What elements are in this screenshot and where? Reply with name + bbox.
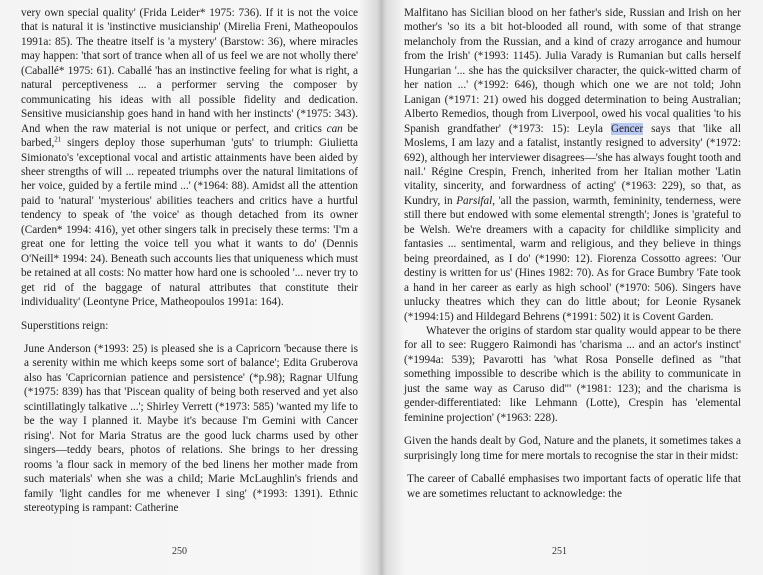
right-page-text (404, 6, 741, 501)
emphasis-can: can (326, 122, 343, 135)
emphasis-parsifal: Parsifal (456, 194, 493, 207)
footnote-marker: 21 (54, 135, 62, 144)
right-paragraph-2: Whatever the origins of stardom star quality would appear to be there for all to see: Ruggero Raimondi has 'charisma ... and an actor's instinct' (*1994a: 539); Pavarotti has 'what Rosa Ponselle defined as "that something impossible to describe which is the ability to communicate in just the same way as Caruso did"' (*1981: 123); and the charisma is gender-differentiated: like Lehmann (Lotte), Crespin has 'elemental feminine projection' (*1963: 228). (404, 324, 741, 424)
right-page (382, 0, 763, 575)
left-page-text (21, 6, 358, 515)
page-number-left: 250 (172, 546, 187, 557)
right-paragraph-3: Given the hands dealt by God, Nature and the planets, it sometimes takes a surprisingly long time for mere mortals to recognise the star in their midst: (404, 435, 741, 462)
selected-text-gencer[interactable]: Gencer (610, 122, 644, 135)
left-paragraph-1: very own special quality' (Frida Leider* 1975: 736). If it is not the voice that is natural it is 'instinctive musicianship' (Mirelia Freni, Matheopoulos 1991a: 85). The theatre itself is 'a mystery' (Barstow: 36), where miracles may happen: 'that sort of trance when all of us feel we are not wholly there' (Caballé* 1975: 61). Caballé 'has an instinctive feeling for what is right, a natural perceptiveness ... a performer serving the composer by communicating his ideas with all possible fidelity and dedication. Sensitive musicianship goes hand in hand with her instincts' (*1975: 343). And when the raw material is not unique or perfect, and critics can be barbed,$^{21}$ singers deploy those superhuman 'guts' to triumph: Giulietta Simionato's 'exceptional vocal and artistic attainments have been aided by sheer strengths of will ... repeated triumphs over the natural limitations of her voice, guided by a fertile mind ...' (*1964: 88). Amidst all the attention paid to 'natural' 'mysterious' abilities teachers and critics have a hurtful tendency to speak of 'the voice' as though detached from its owner (Carden* 1994: 416), yet other singers talk in precisely these terms: 'I'm a great one for letting the voice tell you what it wants to do' (Dennis O'Neill* 1994: 24). Beneath such accounts lies that uniqueness which must be retained at all costs: No matter how hard one is schooled '... never try to get rid of the baggage of natural attributes that constitute their individuality' (Leontyne Price, Matheopoulos 1991a: 164). (21, 7, 359, 309)
right-block-quote: The career of Caballé emphasises two important facts of operatic life that we are sometimes reluctant to acknowledge: the (407, 473, 741, 500)
left-block-quote: June Anderson (*1993: 25) is pleased she is a Capricorn 'because there is a serenity within me which keeps some sort of balance'; Edita Gruberova also has 'Capricornian patience and persistence' (*p.98); Ragnar Ulfung (*1975: 839) has that 'Piscean quality of being both reserved and yet also scintillatingly talkative ...'; Shirley Verrett (*1973: 585) 'wanted my life to be the way I planned it. Maybe it's because I'm Gemini with Cancer rising'. Not for Maria Stratus are the good luck charms used by other singers—teddy bears, photos of relations. She brings to her dressing rooms 'a flour sack in memory of the bed linens her mother made from such materials' when she was a child; Marie McLaughlin's friends and family 'light candles for me whenever I sing' (*1993: 1391). Ethnic stereotyping is rampant: Catherine (24, 342, 358, 514)
left-paragraph-2: Superstitions reign: (21, 319, 109, 332)
right-paragraph-1: Malfitano has Sicilian blood on her father's side, Russian and Irish on her mother's 'so its a bit hot-blooded all round, with some of that strange melancholy from the Russian, and a kind of crazy arrogance and humour from the Irish' (*1993: 1145). Julia Varady is Rumanian but calls herself Hungarian '... she has the quicksilver character, the quick-witted charm of her nation ...' (*1992: 646), though which one we are not told; John Lanigan (*1971: 21) owed his dogged determination to being Australian; Alberto Remedios, though from Liverpool, owed his vocal qualities 'to his Spanish grandfather' (*1973: 15): Leyla Gencer says that 'like all Moslems, I am lazy and a fatalist, instantly resigned to adversity' (*1972: 692), although her interviewer disagrees—'she has always fought tooth and nail.' Régine Crespin, French, inherited from her Italian mother 'Latin vitality, sincerity, and forwardness of acting' (*1963: 229), so that, as Kundry, in Parsifal, 'all the passion, warmth, femininity, tenderness, were still there but endowed with some elemental strength'; Jones is 'grateful to be Welsh. We're dreamers with a capacity for childlike simplicity and fantasies ... sentimental, warm and religious, and they believe in things being preordained, as I do' (*1990: 12). Fiorenza Cossotto agrees: 'Our destiny is written for us' (Hines 1982: 70). As for Grace Bumbry 'Fate took a hand in her career as early as high school' (*1970: 506). Singers have unlucky theatres which they can do little about; for Leonie Rysanek (*1994:15) and Hildegard Behrens (*1991: 502) it is Covent Garden. (404, 7, 741, 323)
page-number-right: 251 (552, 546, 567, 557)
